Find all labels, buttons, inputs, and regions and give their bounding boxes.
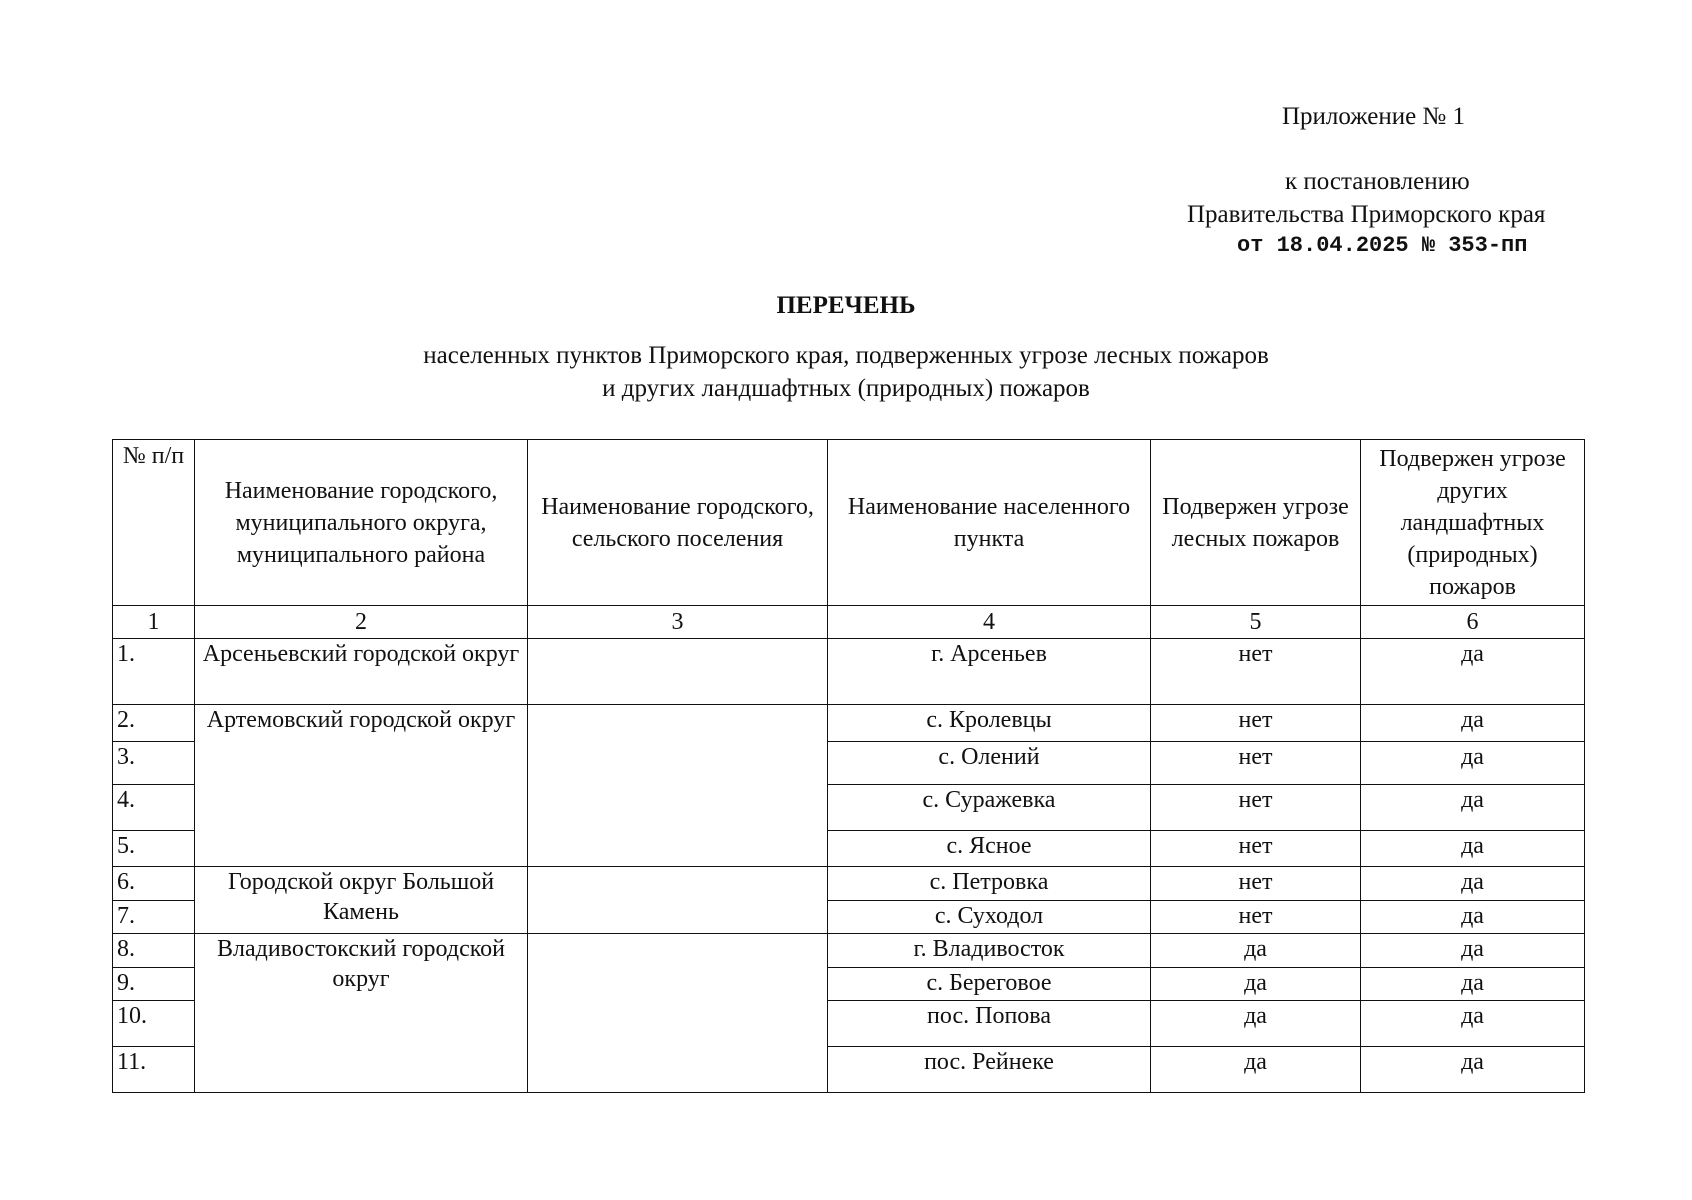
forest-fire-value: нет [1151,639,1361,705]
settlement-name: с. Кролевцы [828,705,1151,742]
column-number: 2 [195,606,528,639]
row-number: 10. [113,1001,195,1047]
settlement-name: г. Арсеньев [828,639,1151,705]
row-number: 2. [113,705,195,742]
header-settlement: Наименование населенного пункта [828,440,1151,606]
settlement-name: с. Ясное [828,831,1151,867]
settlement-name: пос. Рейнеке [828,1047,1151,1093]
forest-fire-value: нет [1151,742,1361,785]
settlement-name: с. Петровка [828,867,1151,901]
document-subtitle-line2: и других ландшафтных (природных) пожаров [602,375,1090,402]
landscape-fire-value: да [1361,1047,1585,1093]
column-number: 6 [1361,606,1585,639]
row-number: 8. [113,934,195,968]
forest-fire-value: да [1151,1047,1361,1093]
landscape-fire-value: да [1361,968,1585,1001]
row-number: 1. [113,639,195,705]
column-numbers-row [113,606,1585,639]
municipality-cell [528,934,828,1093]
appendix-government: Правительства Приморского края [1187,201,1546,228]
forest-fire-value: да [1151,1001,1361,1047]
table-row [113,705,1585,742]
appendix-title: Приложение № 1 [1282,103,1466,130]
column-number: 3 [528,606,828,639]
landscape-fire-value: да [1361,785,1585,831]
settlement-name: с. Суходол [828,901,1151,934]
column-number: 4 [828,606,1151,639]
forest-fire-value: да [1151,968,1361,1001]
column-number: 5 [1151,606,1361,639]
landscape-fire-value: да [1361,867,1585,901]
landscape-fire-value: да [1361,742,1585,785]
district-name: Владивостокский городской округ [195,934,528,1093]
row-number: 11. [113,1047,195,1093]
settlement-name: пос. Попова [828,1001,1151,1047]
appendix-number-stamp: от 18.04.2025 № 353-пп [1237,233,1528,258]
forest-fire-value: да [1151,934,1361,968]
settlement-name: с. Суражевка [828,785,1151,831]
landscape-fire-value: да [1361,705,1585,742]
row-number: 6. [113,867,195,901]
landscape-fire-value: да [1361,639,1585,705]
row-number: 5. [113,831,195,867]
table-row [113,867,1585,901]
district-name: Арсеньевский городской округ [195,639,528,705]
landscape-fire-value: да [1361,934,1585,968]
forest-fire-value: нет [1151,785,1361,831]
header-forest-fire-threat: Подвержен угрозе лесных пожаров [1151,440,1361,606]
row-number: 3. [113,742,195,785]
header-number: № п/п [113,440,195,606]
row-number: 4. [113,785,195,831]
landscape-fire-value: да [1361,901,1585,934]
row-number: 9. [113,968,195,1001]
document-title: ПЕРЕЧЕНЬ [776,292,916,319]
municipality-cell [528,639,828,705]
forest-fire-value: нет [1151,867,1361,901]
district-name: Городской округ Большой Камень [195,867,528,934]
forest-fire-value: нет [1151,901,1361,934]
row-number: 7. [113,901,195,934]
settlement-name: с. Олений [828,742,1151,785]
document-subtitle-line1: населенных пунктов Приморского края, подверженных угрозе лесных пожаров [423,342,1269,369]
settlement-name: г. Владивосток [828,934,1151,968]
table-row [113,934,1585,968]
header-district: Наименование городского, муниципального округа, муниципального района [195,440,528,606]
settlements-table [112,439,1585,1093]
header-landscape-fire-threat: Подвержен угрозе других ландшафтных (природных) пожаров [1361,440,1585,606]
municipality-cell [528,867,828,934]
landscape-fire-value: да [1361,1001,1585,1047]
header-settlement-municipality: Наименование городского, сельского поселения [528,440,828,606]
forest-fire-value: нет [1151,831,1361,867]
district-name: Артемовский городской округ [195,705,528,867]
table-row [113,639,1585,705]
landscape-fire-value: да [1361,831,1585,867]
municipality-cell [528,705,828,867]
appendix-to-resolution: к постановлению [1285,168,1470,195]
table-header-row [113,440,1585,606]
column-number: 1 [113,606,195,639]
settlement-name: с. Береговое [828,968,1151,1001]
forest-fire-value: нет [1151,705,1361,742]
